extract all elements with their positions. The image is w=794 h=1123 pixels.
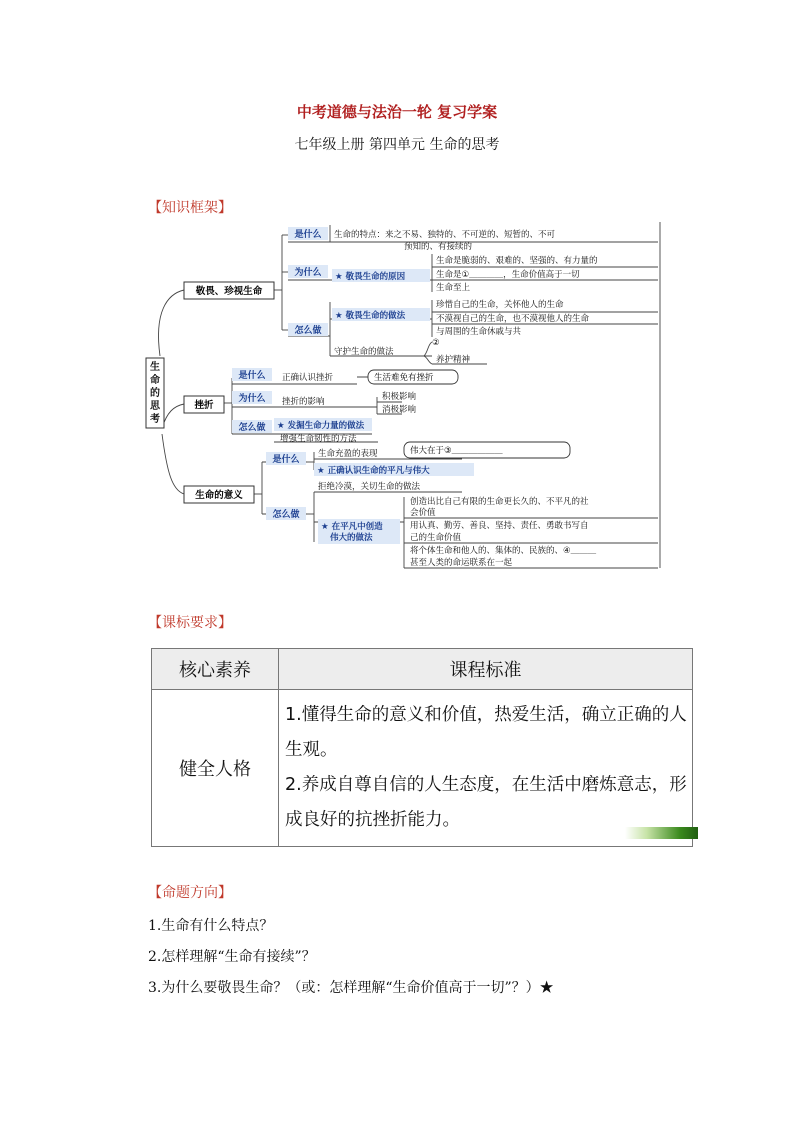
label-how: 怎么做 <box>272 510 300 520</box>
create-item-1a: 创造出比自己有限的生命更长久的、不平凡的社 <box>410 497 589 507</box>
branch-title-revere-life: 敬畏、珍视生命 <box>195 286 263 297</box>
setback-effect: 消极影响 <box>382 405 417 415</box>
branch-title-setback: 挫折 <box>194 400 214 411</box>
setback-why-text: 挫折的影响 <box>282 397 325 407</box>
label-why: 为什么 <box>294 268 322 278</box>
question-item: 1.生命有什么特点？ <box>148 918 274 934</box>
standard-item: 1.懂得生命的意义和价值，热爱生活，确立正确的人生观。 <box>285 705 687 760</box>
section-framework-heading: 【知识框架】 <box>148 200 232 216</box>
how-item: 与周围的生命休戚与共 <box>436 327 522 337</box>
how-item: 珍惜自己的生命，关怀他人的生命 <box>436 300 564 310</box>
root-char: 的 <box>150 388 160 399</box>
table-row-content <box>279 690 693 847</box>
create-item-2b: 己的生命价值 <box>410 533 462 543</box>
life-traits-line1: 生命的特点：来之不易、独特的、不可逆的、短暂的、不可 <box>334 230 556 240</box>
guard-item: ② <box>432 338 440 348</box>
green-decoration-bar <box>625 827 698 839</box>
label-what: 是什么 <box>238 371 266 381</box>
question-item: 2.怎样理解“生命有接续”？ <box>148 949 316 965</box>
create-item-1b: 会价值 <box>410 508 436 518</box>
guard-practice: 守护生命的做法 <box>334 347 394 357</box>
why-item: 生命是①＿＿＿＿，生命价值高于一切 <box>436 270 580 280</box>
label-what: 是什么 <box>272 455 300 465</box>
table-header: 核心素养 <box>152 649 279 690</box>
star-strength: ★ 发掘生命力量的做法 <box>277 421 365 431</box>
star-reason: ★ 敬畏生命的原因 <box>335 272 406 282</box>
table-row-label: 健全人格 <box>152 690 279 847</box>
why-item: 生命是脆弱的、艰难的、坚强的、有力量的 <box>436 256 598 266</box>
branch-title-meaning: 生命的意义 <box>195 490 243 501</box>
label-how: 怎么做 <box>238 423 266 433</box>
section-standards-heading: 【课标要求】 <box>148 615 232 631</box>
life-traits-line2: 预知的、有接续的 <box>404 242 473 252</box>
root-char: 思 <box>150 401 160 412</box>
star-create-great-1: ★ 在平凡中创造 <box>321 522 383 532</box>
star-ordinary-great: ★ 正确认识生命的平凡与伟大 <box>317 466 430 476</box>
create-item-3b: 甚至人类的命运联系在一起 <box>410 558 513 568</box>
create-item-3a: 将个体生命和他人的、集体的、民族的、④＿＿＿ <box>410 546 597 556</box>
how-item: 不漠视自己的生命，也不漠视他人的生命 <box>436 314 590 324</box>
star-practice: ★ 敬畏生命的做法 <box>335 311 406 321</box>
setback-how-text: 增强生命韧性的方法 <box>280 434 357 444</box>
star-create-great-2: 伟大的做法 <box>330 533 373 543</box>
guard-item: 养护精神 <box>436 355 471 365</box>
label-what: 是什么 <box>294 230 322 240</box>
setback-note: 生活难免有挫折 <box>374 373 434 383</box>
label-why: 为什么 <box>238 394 266 404</box>
knowledge-mindmap <box>142 222 664 570</box>
meaning-what-text: 生命充盈的表现 <box>318 449 378 459</box>
meaning-how-text: 拒绝冷漠，关切生命的做法 <box>318 482 421 492</box>
meaning-note: 伟大在于③＿＿＿＿＿＿ <box>410 446 503 456</box>
root-char: 命 <box>150 375 160 386</box>
standard-item: 2.养成自尊自信的人生态度，在生活中磨炼意志，形成良好的抗挫折能力。 <box>285 775 687 830</box>
root-char: 考 <box>150 414 160 425</box>
setback-effect: 积极影响 <box>382 392 417 402</box>
root-char: 生 <box>150 362 160 373</box>
question-item: 3.为什么要敬畏生命？（或：怎样理解“生命价值高于一切”？）★ <box>148 980 554 996</box>
section-directions-heading: 【命题方向】 <box>148 885 232 901</box>
page-title: 中考道德与法治一轮 复习学案 <box>296 103 498 121</box>
label-how: 怎么做 <box>294 326 322 336</box>
setback-what-text: 正确认识挫折 <box>282 373 334 383</box>
why-item: 生命至上 <box>436 283 471 293</box>
create-item-2a: 用认真、勤劳、善良、坚持、责任、勇敢书写自 <box>410 521 589 531</box>
page-subtitle: 七年级上册 第四单元 生命的思考 <box>294 137 500 153</box>
curriculum-standards-table <box>151 648 693 847</box>
table-header: 课程标准 <box>279 649 693 690</box>
